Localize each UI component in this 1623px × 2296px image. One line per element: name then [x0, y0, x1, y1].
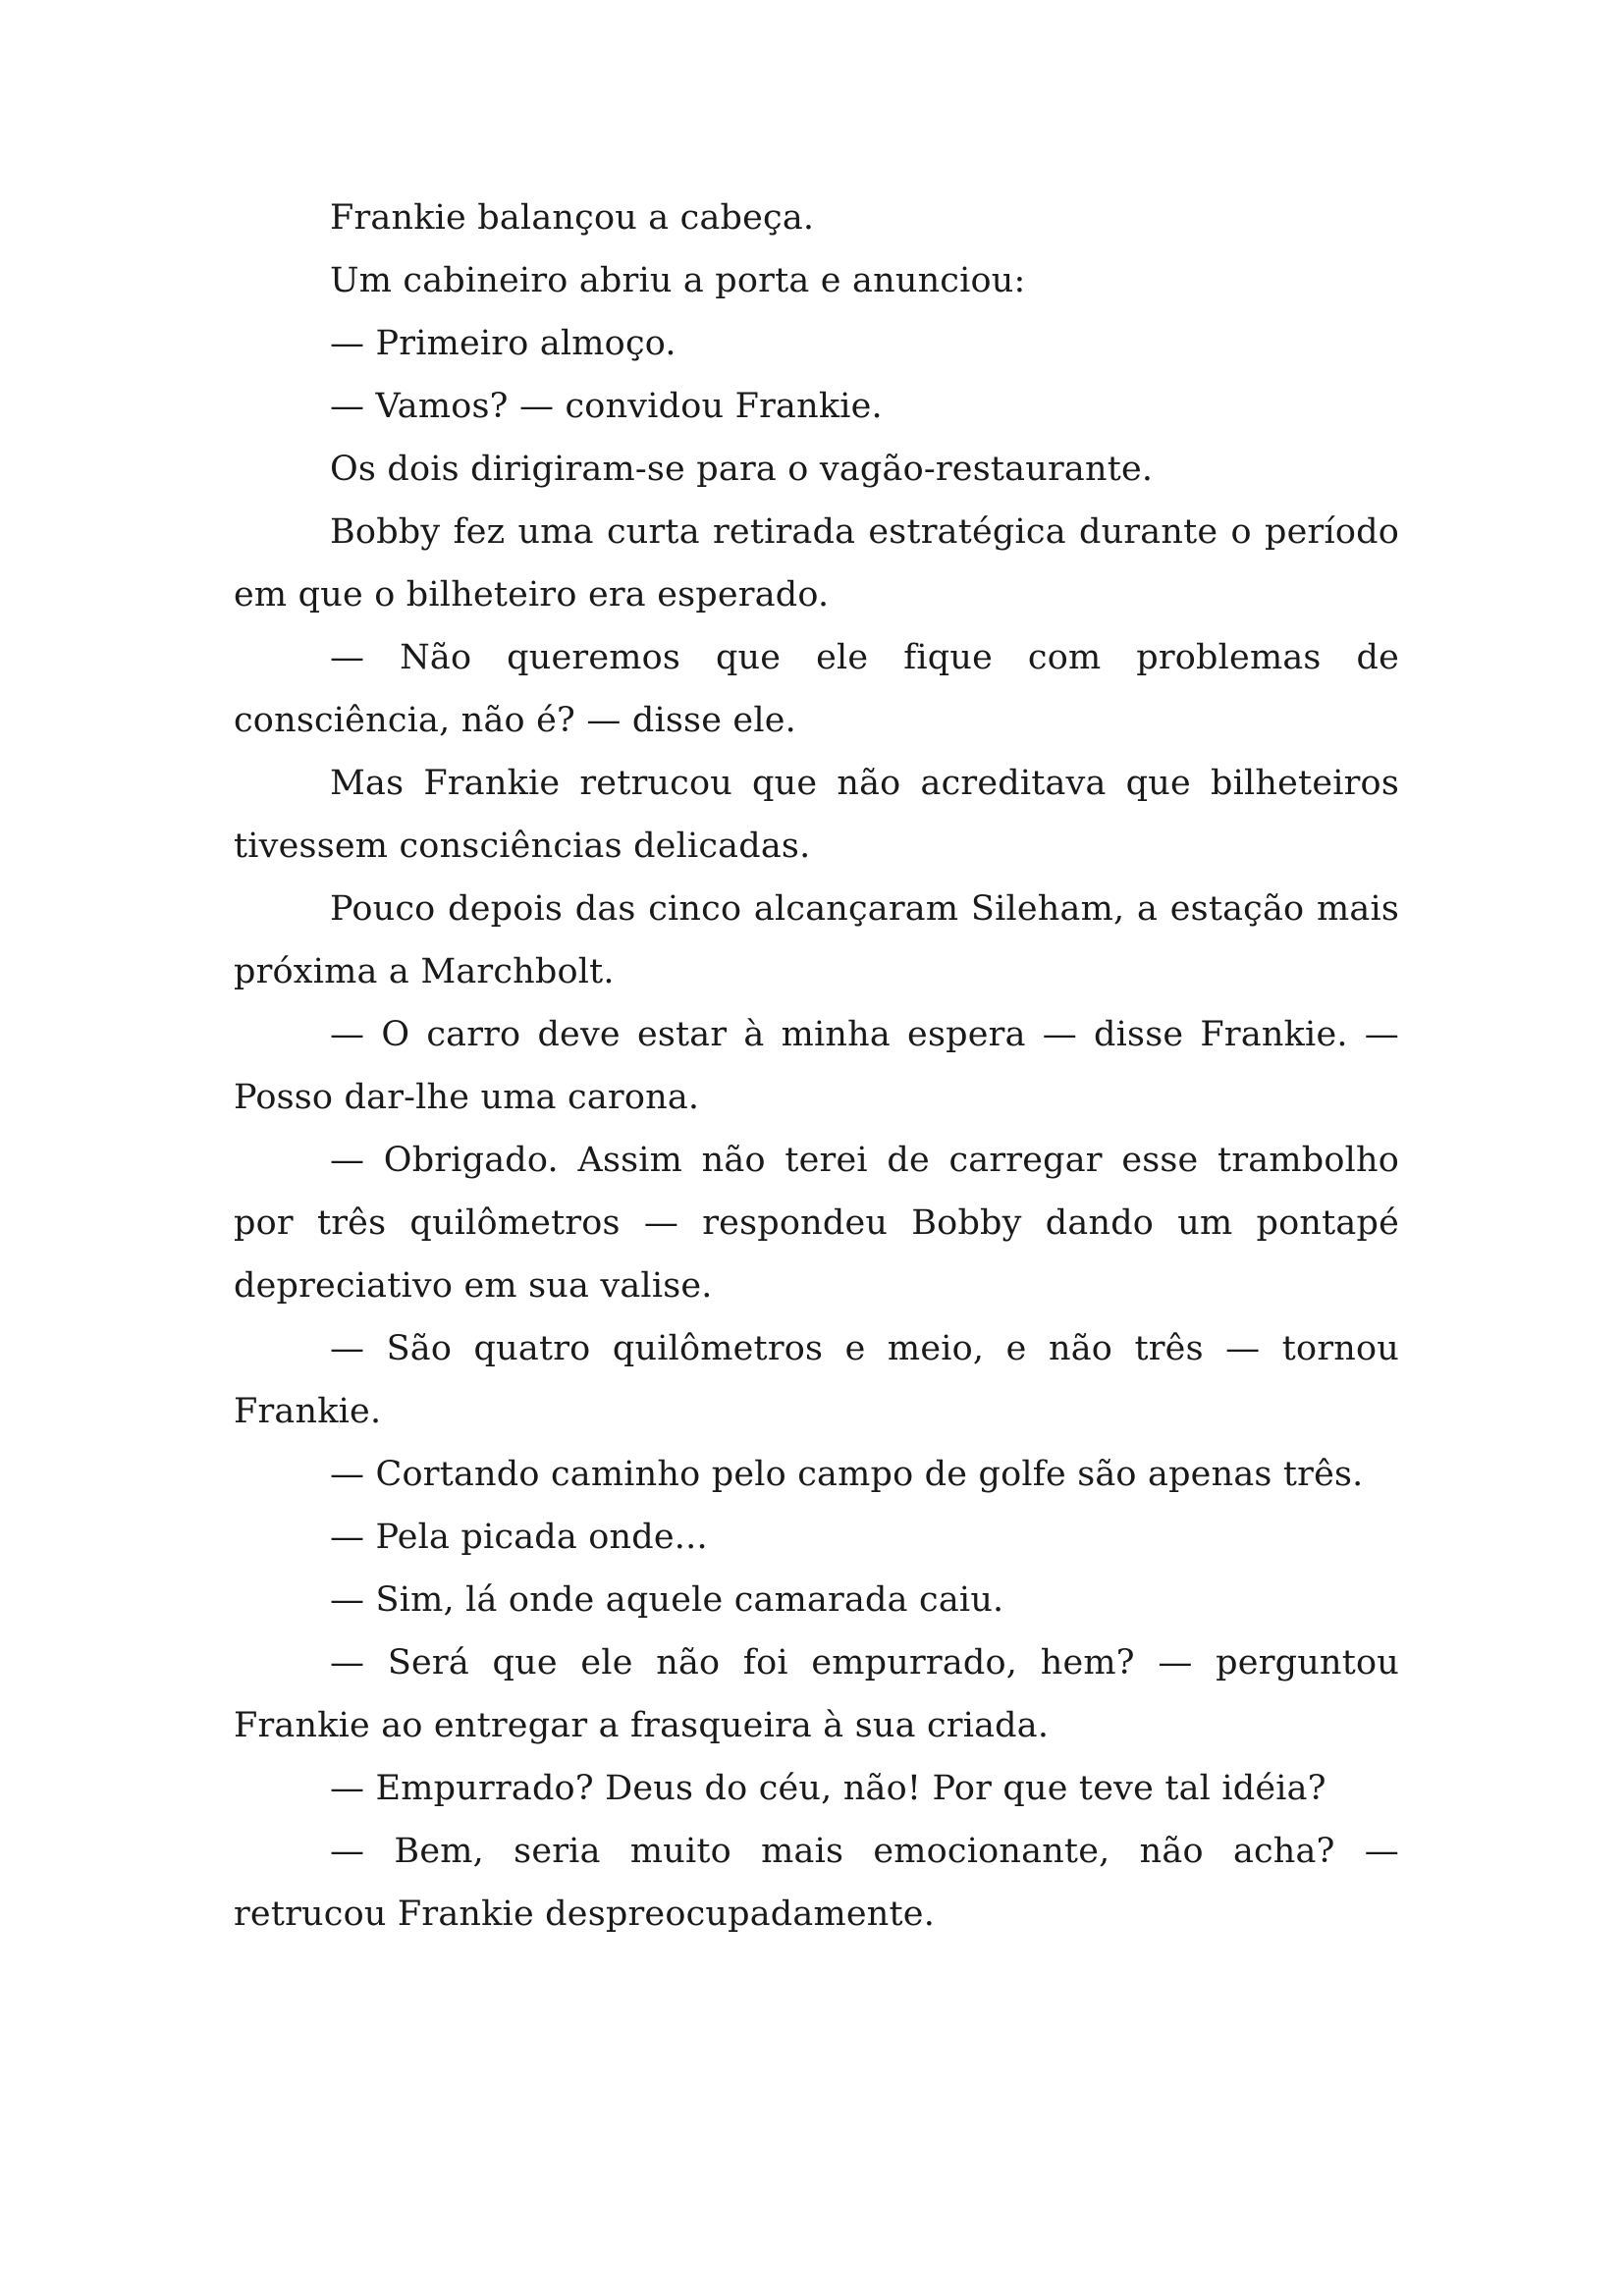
- paragraph: Os dois dirigiram-se para o vagão-restaurante.: [330, 450, 1154, 489]
- paragraph: — Empurrado? Deus do céu, não! Por que teve tal idéia?: [330, 1769, 1326, 1808]
- paragraph: — Cortando caminho pelo campo de golfe são apenas três.: [330, 1455, 1364, 1494]
- paragraph: Mas Frankie retrucou que não acreditava que bilheteiros tivessem consciências delicadas.: [234, 764, 1399, 866]
- paragraph: Frankie balançou a cabeça.: [330, 198, 815, 238]
- paragraph: Bobby fez uma curta retirada estratégica durante o período em que o bilheteiro era esperado.: [234, 512, 1399, 614]
- paragraph: — O carro deve estar à minha espera — disse Frankie. — Posso dar-lhe uma carona.: [234, 1015, 1399, 1117]
- paragraph: — São quatro quilômetros e meio, e não três — tornou Frankie.: [234, 1329, 1399, 1431]
- body-text: [234, 187, 1399, 1946]
- paragraph: — Vamos? — convidou Frankie.: [330, 387, 883, 426]
- paragraph: — Primeiro almoço.: [330, 324, 676, 363]
- paragraph: — Pela picada onde...: [330, 1518, 708, 1557]
- paragraph: — Bem, seria muito mais emocionante, não acha? — retrucou Frankie despreocupadamente.: [234, 1832, 1399, 1934]
- paragraph: — Obrigado. Assim não terei de carregar esse trambolho por três quilômetros — respondeu Bobby dando um pontapé depreciativo em sua valise.: [234, 1141, 1399, 1306]
- paragraph: — Sim, lá onde aquele camarada caiu.: [330, 1580, 1004, 1620]
- paragraph: — Será que ele não foi empurrado, hem? — perguntou Frankie ao entregar a frasqueira à sua criada.: [234, 1643, 1399, 1745]
- paragraph: — Não queremos que ele fique com problemas de consciência, não é? — disse ele.: [234, 638, 1399, 740]
- paragraph: Um cabineiro abriu a porta e anunciou:: [330, 261, 1026, 300]
- paragraph: Pouco depois das cinco alcançaram Sileham, a estação mais próxima a Marchbolt.: [234, 889, 1399, 991]
